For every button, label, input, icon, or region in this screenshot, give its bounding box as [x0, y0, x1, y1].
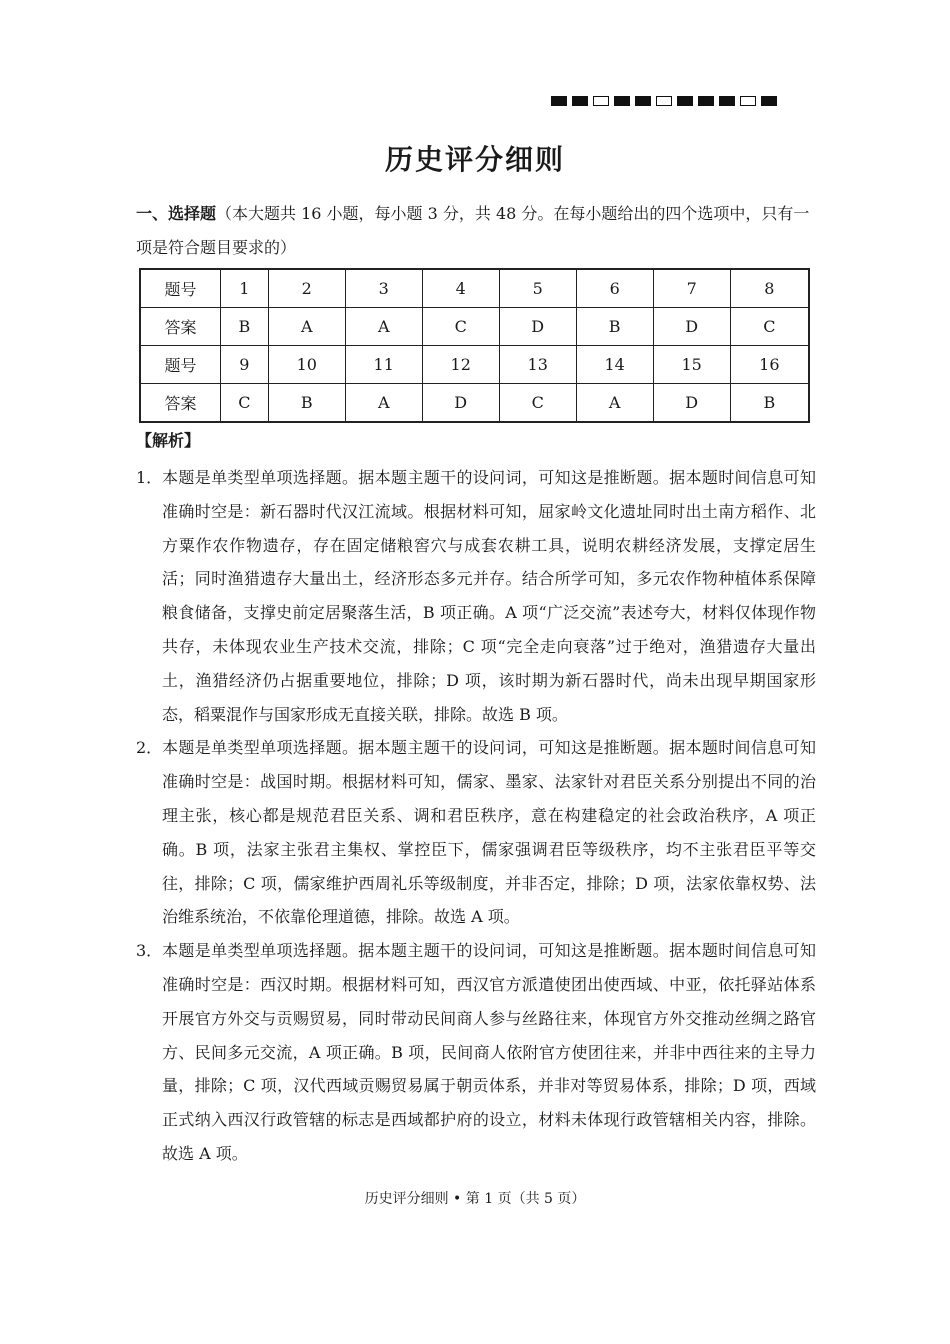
question-number-cell: 12 [422, 346, 499, 384]
question-number-cell: 14 [576, 346, 653, 384]
mark-square [761, 96, 777, 106]
mark-square [551, 96, 567, 106]
mark-square [719, 96, 735, 106]
item-text: 本题是单类型单项选择题。据本题主题干的设问词，可知这是推断题。据本题时间信息可知准确时空是：西汉时期。根据材料可知，西汉官方派遣使团出使西域、中亚，依托驿站体系开展官方外交与贡赐贸易，同时带动民间商人参与丝路往来，体现官方外交推动丝绸之路官方、民间多元交流，A 项正确。B 项，民间商人依附官方使团往来，并非中西往来的主导力量，排除；C 项，汉代西域贡赐贸易属于朝贡体系，并非对等贸易体系，排除；D 项，西域正式纳入西汉行政管辖的标志是西域都护府的设立，材料未体现行政管辖相关内容，排除。故选 A 项。 [162, 941, 816, 1163]
answer-row [140, 308, 809, 346]
question-number-cell: 4 [422, 269, 499, 308]
answer-cell: A [345, 308, 422, 346]
question-number-cell: 5 [499, 269, 576, 308]
item-number: 1． [136, 468, 163, 487]
answer-cell: C [730, 308, 809, 346]
analysis-item [136, 731, 816, 934]
question-number-cell: 15 [653, 346, 730, 384]
mark-square [635, 96, 651, 106]
analysis-item [136, 934, 816, 1171]
question-number-cell: 9 [221, 346, 269, 384]
answer-label-cell: 答案 [140, 384, 221, 423]
answer-cell: A [345, 384, 422, 423]
question-number-cell: 1 [221, 269, 269, 308]
answer-label-cell: 答案 [140, 308, 221, 346]
question-number-cell: 3 [345, 269, 422, 308]
header-marks [551, 96, 777, 106]
question-number-cell: 10 [268, 346, 345, 384]
question-number-cell: 13 [499, 346, 576, 384]
answer-cell: D [499, 308, 576, 346]
question-number-cell: 7 [653, 269, 730, 308]
question-number-cell: 11 [345, 346, 422, 384]
answer-cell: B [576, 308, 653, 346]
analysis-item [136, 461, 816, 731]
mark-square [572, 96, 588, 106]
mark-square [656, 96, 672, 106]
answer-cell: A [576, 384, 653, 423]
section-intro [136, 197, 816, 265]
answer-table [139, 268, 810, 423]
item-number: 3． [136, 941, 163, 961]
question-number-cell: 8 [730, 269, 809, 308]
analysis-list [136, 461, 816, 1171]
answer-cell: D [653, 384, 730, 423]
question-label-cell: 题号 [140, 346, 221, 384]
answer-cell: C [422, 308, 499, 346]
item-text: 本题是单类型单项选择题。据本题主题干的设问词，可知这是推断题。据本题时间信息可知准确时空是：战国时期。根据材料可知，儒家、墨家、法家针对君臣关系分别提出不同的治理主张，核心都是规范君臣关系、调和君臣秩序，意在构建稳定的社会政治秩序，A 项正确。B 项，法家主张君主集权、掌控臣下，儒家强调君臣等级秩序，均不主张君臣平等交往，排除；C 项，儒家维护西周礼乐等级制度，并非否定，排除；D 项，法家依靠权势、法治维系统治，不依靠伦理道德，排除。故选 A 项。 [162, 738, 816, 927]
mark-square [593, 96, 609, 106]
mark-square [698, 96, 714, 106]
answer-cell: C [499, 384, 576, 423]
mark-square [677, 96, 693, 106]
answer-cell: D [653, 308, 730, 346]
page-footer: 历史评分细则 • 第 1 页（共 5 页） [364, 1191, 586, 1207]
answer-cell: C [221, 384, 269, 423]
section-description: （本大题共 16 小题，每小题 3 分，共 48 分。在每小题给出的四个选项中，只有一项是符合题目要求的） [136, 204, 810, 257]
mark-square [614, 96, 630, 106]
answer-cell: B [730, 384, 809, 423]
question-number-cell: 16 [730, 346, 809, 384]
question-number-row [140, 346, 809, 384]
answer-cell: D [422, 384, 499, 423]
answer-cell: B [268, 384, 345, 423]
question-number-cell: 6 [576, 269, 653, 308]
analysis-label: 【解析】 [136, 431, 201, 450]
section-heading: 一、选择题 [136, 204, 217, 223]
item-number: 2． [136, 738, 163, 758]
answer-cell: B [221, 308, 269, 346]
mark-square [740, 96, 756, 106]
item-text: 本题是单类型单项选择题。据本题主题干的设问词，可知这是推断题。据本题时间信息可知准确时空是：新石器时代汉江流域。根据材料可知，屈家岭文化遗址同时出土南方稻作、北方粟作农作物遗存，存在固定储粮窖穴与成套农耕工具，说明农耕经济发展，支撑定居生活；同时渔猎遗存大量出土，经济形态多元并存。结合所学可知，多元农作物种植体系保障粮食储备，支撑史前定居聚落生活，B 项正确。A 项“广泛交流”表述夸大，材料仅体现作物共存，未体现农业生产技术交流，排除；C 项“完全走向衰落”过于绝对，渔猎遗存大量出土，渔猎经济仍占据重要地位，排除；D 项，该时期为新石器时代，尚未出现早期国家形态，稻粟混作与国家形成无直接关联，排除。故选 B 项。 [162, 468, 816, 724]
question-number-row [140, 269, 809, 308]
answer-cell: A [268, 308, 345, 346]
answer-row [140, 384, 809, 423]
question-number-cell: 2 [268, 269, 345, 308]
question-label-cell: 题号 [140, 269, 221, 308]
page-title: 历史评分细则 [384, 143, 565, 176]
